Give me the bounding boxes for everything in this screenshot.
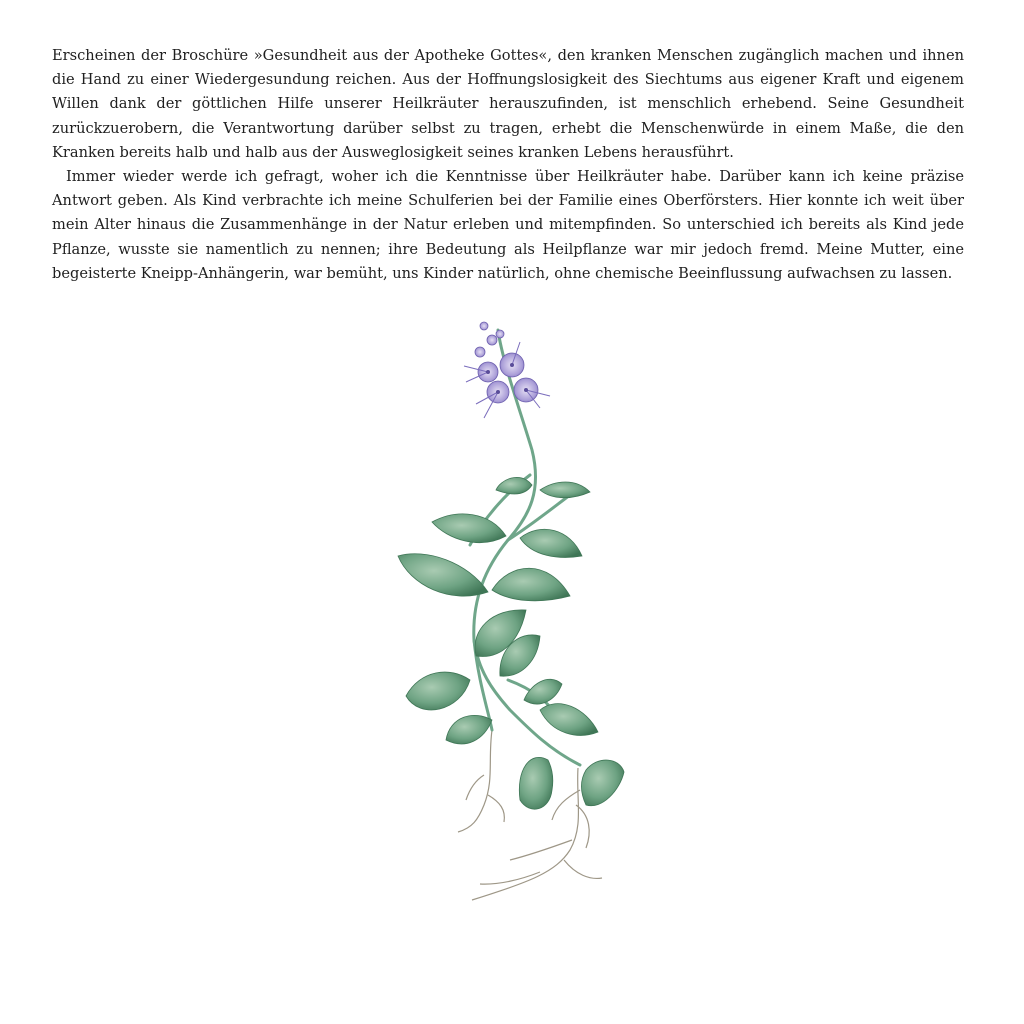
paragraph-2: Immer wieder werde ich gefragt, woher ich die Kenntnisse über Heilkräuter habe. Darüber kann ich keine präzise Antwort geben. Als Kind verbrachte ich meine Schulferien bei der Familie eines Oberförsters. Hier konnte ich weit über mein Alter hinaus die Zusammenhänge in der Natur erleben und mitempfinden. So unterschied ich bereits als Kind jede Pflanze, wusste sie namentlich zu nennen; ihre Bedeutung als Heilpflanze war mir jedoch fremd. Meine Mutter, eine begeisterte Kneipp-Anhängerin, war bemüht, uns Kinder natürlich, ohne chemische Beeinflussung aufwachsen zu lassen.: [52, 168, 964, 282]
roots: [458, 730, 602, 900]
botanical-illustration: [380, 300, 640, 920]
flower-cluster: [464, 322, 550, 418]
paragraph-1: Erscheinen der Broschüre »Gesundheit aus der Apotheke Gottes«, den kranken Menschen zugänglich machen und ihnen die Hand zu einer Wiedergesundung reichen. Aus der Hoffnungslosigkeit des Siechtums aus eigener Kraft und eigenem Willen dank der göttlichen Hilfe unserer Heilkräuter herauszufinden, ist menschlich erhebend. Seine Gesundheit zurückzuerobern, die Verantwortung darüber selbst zu tragen, erhebt die Menschenwürde in einem Maße, die den Kranken bereits halb und halb aus der Ausweglosigkeit seines kranken Lebens herausführt.: [52, 47, 964, 161]
body-text: [52, 44, 964, 286]
leaves: [398, 477, 624, 809]
